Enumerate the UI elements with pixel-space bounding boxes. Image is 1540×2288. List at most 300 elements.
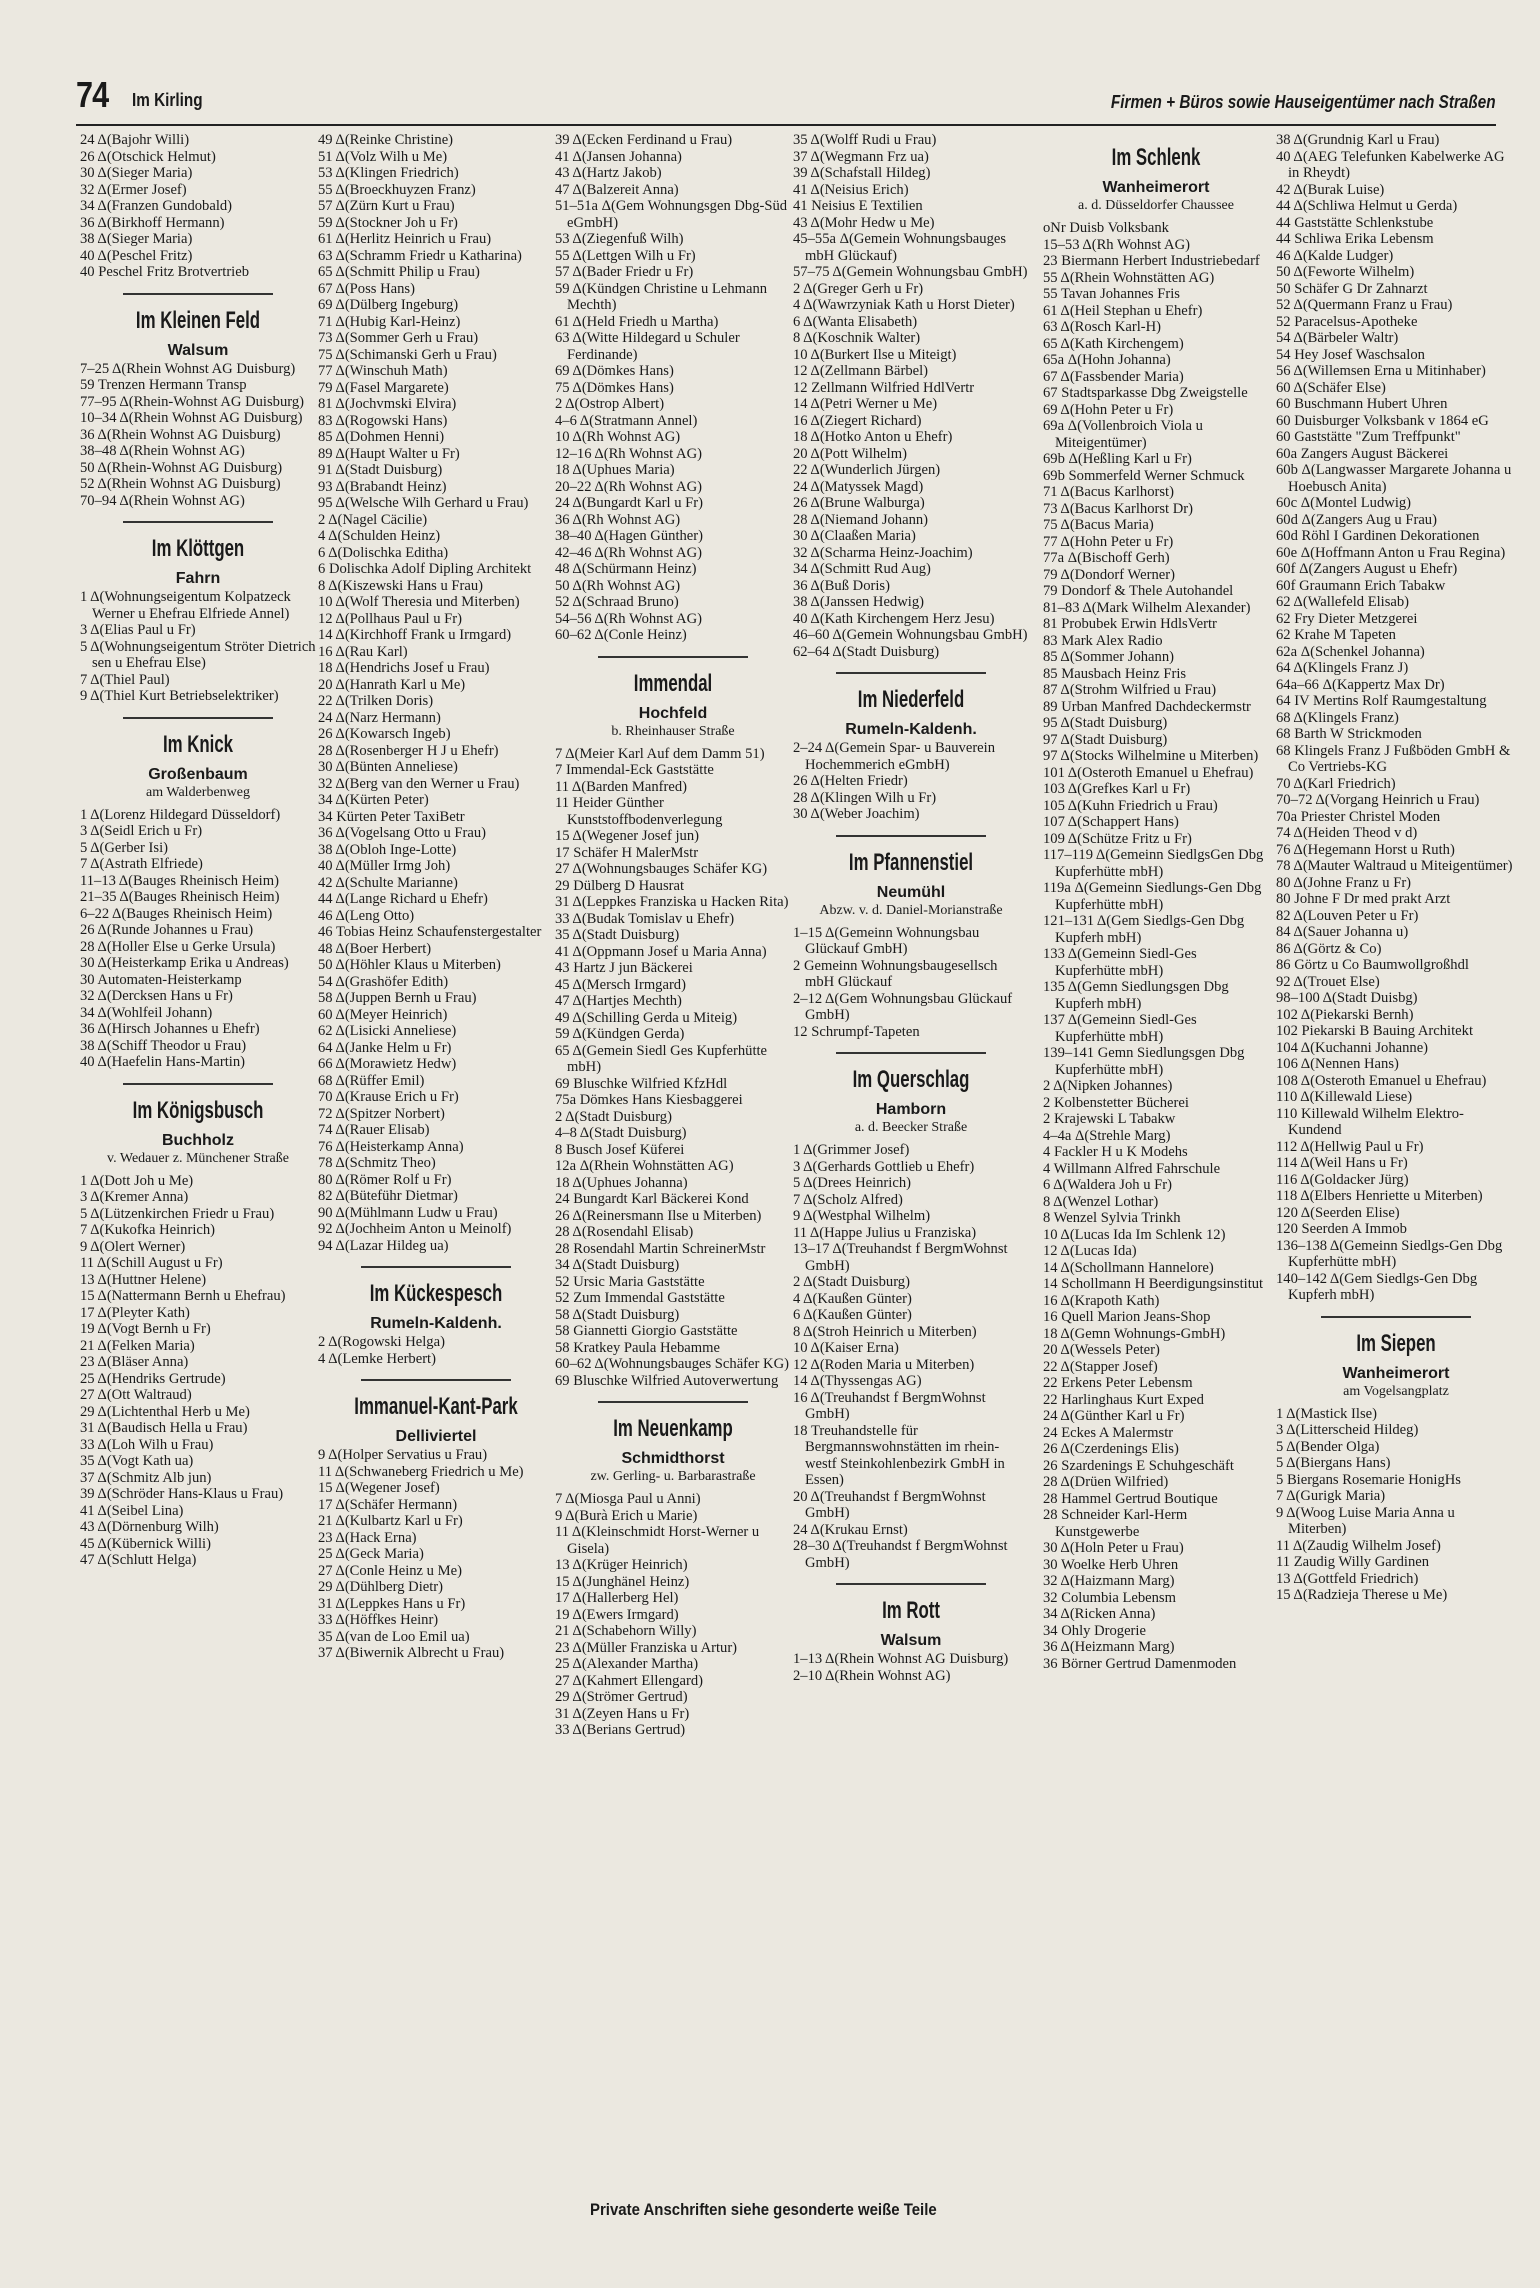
address-entry: 10 Δ(Kaiser Erna) xyxy=(793,1340,899,1356)
address-entry: 84 Δ(Sauer Johanna u) xyxy=(1276,924,1409,940)
address-entry: 93 Δ(Brabandt Heinz) xyxy=(318,478,447,495)
address-entry: 12 Δ(Pollhaus Paul u Fr) xyxy=(318,610,462,627)
address-entry: 42–46 Δ(Rh Wohnst AG) xyxy=(555,544,702,561)
address-entry: 34 Δ(Ricken Anna) xyxy=(1043,1606,1156,1622)
address-entry: 28 Rosendahl Martin SchreinerMstr xyxy=(555,1240,766,1257)
address-entry: 29 Δ(Dühlberg Dietr) xyxy=(318,1579,444,1595)
address-entry: 69a Δ(Vollenbroich Viola u Miteigentümer) xyxy=(1043,418,1203,451)
address-entry: 30 Δ(Bünten Anneliese) xyxy=(318,759,458,775)
address-entry: 4 Δ(Wawrzyniak Kath u Horst Dieter) xyxy=(793,297,1015,313)
address-entry: 105 Δ(Kuhn Friedrich u Frau) xyxy=(1043,797,1218,814)
address-entry: 16 Δ(Rau Karl) xyxy=(318,643,408,660)
address-entry: 97 Δ(Stadt Duisburg) xyxy=(1043,731,1168,748)
district-label: Hamborn xyxy=(875,1101,947,1118)
address-entry: 26 Δ(Brune Walburga) xyxy=(793,495,925,511)
address-entry: 59 Δ(Stockner Joh u Fr) xyxy=(318,214,458,231)
section-divider xyxy=(836,672,986,674)
address-entry: 43 Δ(Hartz Jakob) xyxy=(555,165,662,181)
address-entry: 5 Biergans Rosemarie HonigHs xyxy=(1276,1471,1461,1488)
address-entry: 44 Gaststätte Schlenkstube xyxy=(1276,214,1434,231)
address-entry: 23 Biermann Herbert Industriebedarf xyxy=(1043,253,1260,269)
address-entry: 39 Δ(Schröder Hans-Klaus u Frau) xyxy=(80,1486,284,1502)
address-entry: 1–15 Δ(Gemeinn Wohnungsbau Glückauf GmbH) xyxy=(793,924,980,957)
address-entry: 8 Δ(Koschnik Walter) xyxy=(793,330,921,346)
address-entry: 28 Δ(Rosenberger H J u Ehefr) xyxy=(318,742,499,759)
address-entry: 47 Δ(Balzereit Anna) xyxy=(555,181,679,198)
address-entry: 118 Δ(Elbers Henriette u Miterben) xyxy=(1276,1188,1483,1204)
address-entry: 52 Δ(Schraad Bruno) xyxy=(555,594,679,610)
address-entry: 22 Δ(Trilken Doris) xyxy=(318,693,434,709)
address-entry: 94 Δ(Lazar Hildeg ua) xyxy=(318,1237,449,1254)
address-entry: 34 Δ(Franzen Gundobald) xyxy=(80,198,233,214)
address-entry: 80 Δ(Römer Rolf u Fr) xyxy=(318,1171,452,1188)
address-entry: 91 Δ(Stadt Duisburg) xyxy=(318,462,443,478)
address-entry: 46 Tobias Heinz Schaufenstergestalter xyxy=(318,924,542,940)
address-entry: 34 Δ(Wohlfeil Johann) xyxy=(80,1004,213,1021)
address-entry: 15 Δ(Radzieja Therese u Me) xyxy=(1276,1587,1448,1603)
section-divider xyxy=(123,717,273,719)
district-label: Rumeln-Kaldenh. xyxy=(845,721,977,738)
address-entry: 11 Heider Günther Kunststoffbodenverlegung xyxy=(555,795,723,828)
address-entry: 69 Δ(Dülberg Ingeburg) xyxy=(318,297,459,313)
address-entry: 69b Δ(Heßling Karl u Fr) xyxy=(1043,451,1192,467)
address-entry: 70 Δ(Karl Friedrich) xyxy=(1276,775,1396,792)
address-entry: 81–83 Δ(Mark Wilhelm Alexander) xyxy=(1043,599,1251,616)
address-entry: 59 Trenzen Hermann Transp xyxy=(80,377,247,393)
address-entry: 12 Schrumpf-Tapeten xyxy=(793,1023,920,1040)
address-entry: 54 Δ(Grashöfer Edith) xyxy=(318,973,449,990)
address-entry: 7–25 Δ(Rhein Wohnst AG Duisburg) xyxy=(80,360,296,377)
address-entry: 25 Δ(Geck Maria) xyxy=(318,1546,424,1562)
address-entry: 136–138 Δ(Gemeinn Siedlgs-Gen Dbg Kupferhütte mbH) xyxy=(1276,1237,1503,1270)
address-entry: 24 Eckes A Malermstr xyxy=(1043,1424,1174,1441)
address-entry: 14 Δ(Thyssengas AG) xyxy=(793,1373,922,1389)
address-entry: 62 Δ(Lisicki Anneliese) xyxy=(318,1023,457,1039)
address-entry: 23 Δ(Hack Erna) xyxy=(318,1529,417,1546)
address-entry: 77a Δ(Bischoff Gerh) xyxy=(1043,550,1170,566)
address-entry: 52 Zum Immendal Gaststätte xyxy=(555,1290,725,1306)
address-entry: 26 Δ(Helten Friedr) xyxy=(793,773,908,789)
address-entry: 7 Δ(Meier Karl Auf dem Damm 51) xyxy=(555,745,765,762)
address-entry: 76 Δ(Hegemann Horst u Ruth) xyxy=(1276,841,1455,858)
address-entry: 13–17 Δ(Treuhandst f BergmWohnst GmbH) xyxy=(793,1241,1008,1274)
address-entry: 50 Δ(Rh Wohnst AG) xyxy=(555,577,681,594)
address-entry: 22 Erkens Peter Lebensm xyxy=(1043,1375,1193,1391)
address-entry: 13 Δ(Krüger Heinrich) xyxy=(555,1557,688,1573)
address-entry: 64 Δ(Janke Helm u Fr) xyxy=(318,1039,452,1056)
address-entry: 26 Δ(Reinersmann Ilse u Miterben) xyxy=(555,1207,762,1224)
address-entry: 38–48 Δ(Rhein Wohnst AG) xyxy=(80,443,245,459)
street-heading: Im Siepen xyxy=(1356,1329,1436,1357)
address-entry: 20 Δ(Hanrath Karl u Me) xyxy=(318,676,466,693)
address-entry: 6 Δ(Waldera Joh u Fr) xyxy=(1043,1177,1172,1193)
address-entry: 8 Δ(Kiszewski Hans u Frau) xyxy=(318,577,484,594)
address-entry: 25 Δ(Hendriks Gertrude) xyxy=(80,1370,226,1387)
header-section-title: Firmen + Büros sowie Hauseigentümer nach Straßen xyxy=(1111,92,1496,112)
address-entry: 38 Δ(Grundnig Karl u Frau) xyxy=(1276,132,1440,148)
address-entry: 117–119 Δ(Gemeinn SiedlgsGen Dbg Kupferhütte mbH) xyxy=(1043,847,1264,880)
address-entry: 51–51a Δ(Gem Wohnungsgen Dbg-Süd eGmbH) xyxy=(555,198,788,231)
address-entry: 6 Dolischka Adolf Dipling Architekt xyxy=(318,561,532,577)
address-entry: 12 Δ(Lucas Ida) xyxy=(1043,1243,1137,1259)
address-entry: 36 Δ(Buß Doris) xyxy=(793,577,890,594)
address-entry: 9 Δ(Burà Erich u Marie) xyxy=(555,1507,698,1524)
address-entry: 12 Δ(Zellmann Bärbel) xyxy=(793,363,929,379)
address-entry: 61 Δ(Heil Stephan u Ehefr) xyxy=(1043,302,1203,319)
address-entry: 71 Δ(Hubig Karl-Heinz) xyxy=(318,313,461,330)
address-entry: 18 Δ(Uphues Johanna) xyxy=(555,1174,688,1191)
address-entry: 1 Δ(Dott Joh u Me) xyxy=(80,1172,194,1189)
address-entry: 46–60 Δ(Gemein Wohnungsbau GmbH) xyxy=(793,627,1028,643)
address-entry: 49 Δ(Schilling Gerda u Miteig) xyxy=(555,1009,738,1026)
address-entry: 54 Hey Josef Waschsalon xyxy=(1276,346,1425,363)
address-entry: 120 Seerden A Immob xyxy=(1276,1221,1407,1237)
address-entry: 20 Δ(Pott Wilhelm) xyxy=(793,445,907,462)
address-entry: 24 Bungardt Karl Bäckerei Kond xyxy=(555,1191,749,1207)
address-entry: 22 Δ(Wunderlich Jürgen) xyxy=(793,462,941,478)
address-entry: 12 Δ(Roden Maria u Miterben) xyxy=(793,1356,975,1373)
street-heading: Im Kückespesch xyxy=(369,1280,503,1307)
address-entry: 60f Δ(Zangers August u Ehefr) xyxy=(1276,561,1458,577)
address-entry: 40 Δ(Haefelin Hans-Martin) xyxy=(80,1054,245,1070)
address-entry: 8 Δ(Stroh Heinrich u Miterben) xyxy=(793,1323,977,1340)
address-entry: 41 Neisius E Textilien xyxy=(793,198,923,214)
address-entry: 2 Kolbenstetter Bücherei xyxy=(1043,1094,1189,1111)
address-entry: 102 Piekarski B Bauing Architekt xyxy=(1276,1023,1473,1039)
address-entry: 34 Δ(Schmitt Rud Aug) xyxy=(793,561,931,577)
address-entry: 26 Δ(Czerdenings Elis) xyxy=(1043,1441,1179,1457)
address-entry: 39 Δ(Ecken Ferdinand u Frau) xyxy=(555,132,733,148)
address-entry: 81 Probubek Erwin HdlsVertr xyxy=(1043,616,1217,632)
address-entry: 60 Gaststätte "Zum Treffpunkt" xyxy=(1276,429,1461,445)
address-entry: 43 Δ(Mohr Hedw u Me) xyxy=(793,214,935,231)
address-entry: 1 Δ(Lorenz Hildegard Düsseldorf) xyxy=(80,806,281,823)
address-entry: 37 Δ(Schmitz Alb jun) xyxy=(80,1469,212,1486)
address-entry: 76 Δ(Heisterkamp Anna) xyxy=(318,1138,464,1155)
address-entry: 14 Δ(Petri Werner u Me) xyxy=(793,396,938,412)
address-entry: 9 Δ(Woog Luise Maria Anna u Miterben) xyxy=(1276,1504,1455,1537)
address-entry: 1 Δ(Wohnungseigentum Kolpatzeck Werner u Ehefrau Elfriede Annel) xyxy=(80,589,291,622)
address-entry: 11 Δ(Happe Julius u Franziska) xyxy=(793,1224,977,1241)
address-entry: 2 Δ(Stadt Duisburg) xyxy=(793,1274,910,1290)
column-2 xyxy=(318,132,554,1662)
address-entry: 63 Δ(Schramm Friedr u Katharina) xyxy=(318,247,522,264)
address-entry: 30 Δ(Holn Peter u Frau) xyxy=(1043,1540,1184,1556)
address-entry: 4–8 Δ(Stadt Duisburg) xyxy=(555,1125,687,1141)
address-entry: 28 Hammel Gertrud Boutique xyxy=(1043,1490,1218,1507)
address-entry: 19 Δ(Ewers Irmgard) xyxy=(555,1606,679,1623)
address-entry: 6–22 Δ(Bauges Rheinisch Heim) xyxy=(80,905,273,922)
address-entry: 9 Δ(Westphal Wilhelm) xyxy=(793,1208,931,1224)
address-entry: 7 Δ(Miosga Paul u Anni) xyxy=(555,1491,701,1507)
address-entry: 3 Δ(Kremer Anna) xyxy=(80,1189,189,1205)
address-entry: 52 Δ(Rhein Wohnst AG Duisburg) xyxy=(80,476,281,492)
page-number: 74 xyxy=(76,74,109,115)
address-entry: 18 Treuhandstelle für Bergmannswohnstätten im rhein-westf Steinkohlenbezirk GmbH in Essen) xyxy=(793,1422,1005,1488)
section-divider xyxy=(123,1083,273,1085)
address-entry: 68 Klingels Franz J Fußböden GmbH & Co Vertriebs-KG xyxy=(1276,742,1511,775)
section-divider xyxy=(598,656,748,658)
address-entry: 14 Δ(Kirchhoff Frank u Irmgard) xyxy=(318,627,512,643)
address-entry: 40 Δ(Peschel Fritz) xyxy=(80,247,193,264)
address-entry: 15 Δ(Wegener Josef) xyxy=(318,1480,440,1496)
address-entry: 32 Δ(Berg van den Werner u Frau) xyxy=(318,775,520,792)
address-entry: 24 Δ(Bajohr Willi) xyxy=(80,132,190,148)
address-entry: 53 Δ(Klingen Friedrich) xyxy=(318,165,459,181)
address-entry: 73 Δ(Bacus Karlhorst Dr) xyxy=(1043,500,1194,517)
address-entry: 40 Δ(AEG Telefunken Kabelwerke AG in Rheydt) xyxy=(1276,148,1505,181)
address-entry: 26 Δ(Runde Johannes u Frau) xyxy=(80,922,254,938)
address-entry: 2 Δ(Nipken Johannes) xyxy=(1043,1078,1173,1094)
address-entry: 40 Peschel Fritz Brotvertrieb xyxy=(80,264,250,280)
street-location-note: v. Wedauer z. Münchener Straße xyxy=(107,1150,289,1166)
address-entry: 37 Δ(Wegmann Frz ua) xyxy=(793,148,929,165)
address-entry: 62–64 Δ(Stadt Duisburg) xyxy=(793,643,940,660)
address-entry: 86 Δ(Görtz & Co) xyxy=(1276,940,1382,957)
address-entry: 101 Δ(Osteroth Emanuel u Ehefrau) xyxy=(1043,764,1254,781)
section-divider xyxy=(1321,1316,1471,1318)
section-divider xyxy=(598,1401,748,1403)
address-entry: 54 Δ(Bärbeler Waltr) xyxy=(1276,330,1399,346)
address-entry: 9 Δ(Thiel Kurt Betriebselektriker) xyxy=(80,688,279,704)
address-entry: 67 Δ(Poss Hans) xyxy=(318,280,415,297)
address-entry: 64 Δ(Klingels Franz J) xyxy=(1276,660,1409,676)
address-entry: 15 Δ(Nattermann Bernh u Ehefrau) xyxy=(80,1288,286,1304)
address-entry: 11 Δ(Kleinschmidt Horst-Werner u Gisela) xyxy=(555,1524,760,1557)
address-entry: 2 Δ(Greger Gerh u Fr) xyxy=(793,280,924,297)
address-entry: 55 Tavan Johannes Fris xyxy=(1043,286,1180,302)
address-entry: 8 Busch Josef Küferei xyxy=(555,1141,685,1158)
section-divider xyxy=(361,1266,511,1268)
address-entry: 2 Krajewski L Tabakw xyxy=(1043,1111,1176,1127)
address-entry: 20 Δ(Wessels Peter) xyxy=(1043,1342,1160,1358)
address-entry: 62 Fry Dieter Metzgerei xyxy=(1276,610,1418,627)
address-entry: 4 Δ(Lemke Herbert) xyxy=(318,1350,436,1367)
address-entry: 74 Δ(Heiden Theod v d) xyxy=(1276,825,1418,841)
address-entry: 44 Δ(Schliwa Helmut u Gerda) xyxy=(1276,198,1458,214)
address-entry: 1 Δ(Mastick Ilse) xyxy=(1276,1405,1377,1422)
address-entry: 4 Δ(Schulden Heinz) xyxy=(318,528,441,544)
address-entry: 55 Δ(Broeckhuyzen Franz) xyxy=(318,181,476,198)
address-entry: 75 Δ(Dömkes Hans) xyxy=(555,379,674,396)
address-entry: 16 Δ(Ziegert Richard) xyxy=(793,412,922,429)
address-entry: 12 Zellmann Wilfried HdlVertr xyxy=(793,379,975,396)
address-entry: 9 Δ(Olert Werner) xyxy=(80,1238,186,1255)
address-entry: 86 Görtz u Co Baumwollgroßhdl xyxy=(1276,957,1469,973)
address-entry: 56 Δ(Willemsen Erna u Mitinhaber) xyxy=(1276,363,1486,379)
address-entry: 35 Δ(Vogt Kath ua) xyxy=(80,1453,194,1469)
address-entry: 95 Δ(Stadt Duisburg) xyxy=(1043,715,1168,731)
address-entry: 16 Δ(Krapoth Kath) xyxy=(1043,1292,1160,1309)
address-entry: 33 Δ(Höffkes Heinr) xyxy=(318,1612,439,1628)
address-entry: 33 Δ(Berians Gertrud) xyxy=(555,1722,686,1738)
address-entry: 139–141 Gemn Siedlungsgen Dbg Kupferhütte mbH) xyxy=(1043,1045,1245,1078)
address-entry: 60 Buschmann Hubert Uhren xyxy=(1276,396,1448,412)
column-5 xyxy=(1043,132,1269,1672)
address-entry: 17 Δ(Schäfer Hermann) xyxy=(318,1496,458,1513)
address-entry: 27 Δ(Ott Waltraud) xyxy=(80,1387,192,1403)
street-heading: Im Kleinen Feld xyxy=(135,306,261,334)
address-entry: 2 Δ(Rogowski Helga) xyxy=(318,1334,445,1350)
address-entry: 46 Δ(Kalde Ludger) xyxy=(1276,247,1394,264)
address-entry: 14 Schollmann H Beerdigungsinstitut xyxy=(1043,1276,1264,1292)
address-entry: 10–34 Δ(Rhein Wohnst AG Duisburg) xyxy=(80,410,303,426)
address-entry: 108 Δ(Osteroth Emanuel u Ehefrau) xyxy=(1276,1072,1487,1089)
address-entry: 133 Δ(Gemeinn Siedl-Ges Kupferhütte mbH) xyxy=(1043,946,1197,979)
district-label: Fahrn xyxy=(175,570,221,587)
address-entry: 60 Duisburger Volksbank v 1864 eG xyxy=(1276,412,1489,429)
address-entry: 89 Δ(Haupt Walter u Fr) xyxy=(318,445,460,462)
address-entry: 65 Δ(Schmitt Philip u Frau) xyxy=(318,264,480,280)
address-entry: 2 Δ(Nagel Cäcilie) xyxy=(318,511,428,528)
address-entry: 106 Δ(Nennen Hans) xyxy=(1276,1056,1399,1072)
address-entry: 10 Δ(Burkert Ilse u Miteigt) xyxy=(793,346,957,363)
address-entry: 75 Δ(Bacus Maria) xyxy=(1043,517,1154,533)
address-entry: 51 Δ(Volz Wilh u Me) xyxy=(318,148,448,165)
address-entry: 5 Δ(Bender Olga) xyxy=(1276,1438,1380,1455)
section-divider xyxy=(123,293,273,295)
address-entry: 12a Δ(Rhein Wohnstätten AG) xyxy=(555,1158,734,1174)
address-entry: 17 Δ(Hallerberg Hel) xyxy=(555,1590,679,1606)
address-entry: 32 Columbia Lebensm xyxy=(1043,1589,1176,1606)
address-entry: 46 Δ(Leng Otto) xyxy=(318,907,415,924)
address-entry: 16 Quell Marion Jeans-Shop xyxy=(1043,1309,1211,1325)
address-entry: 43 Hartz J jun Bäckerei xyxy=(555,960,693,976)
address-entry: 12–16 Δ(Rh Wohnst AG) xyxy=(555,445,702,462)
address-entry: 2 Δ(Ostrop Albert) xyxy=(555,396,665,412)
address-entry: 68 Barth W Strickmoden xyxy=(1276,726,1422,742)
address-entry: 75a Dömkes Hans Kiesbaggerei xyxy=(555,1092,743,1108)
address-entry: 80 Johne F Dr med prakt Arzt xyxy=(1276,891,1451,907)
address-entry: 3 Δ(Litterscheid Hildeg) xyxy=(1276,1422,1419,1438)
address-entry: 82 Δ(Louven Peter u Fr) xyxy=(1276,907,1419,924)
address-entry: 79 Dondorf & Thele Autohandel xyxy=(1043,583,1234,599)
district-label: Hochfeld xyxy=(638,704,708,722)
address-entry: 60f Graumann Erich Tabakw xyxy=(1276,577,1446,594)
district-label: Buchholz xyxy=(162,1131,234,1149)
address-entry: 31 Δ(Leppkes Franziska u Hacken Rita) xyxy=(555,894,789,910)
address-entry: 33 Δ(Budak Tomislav u Ehefr) xyxy=(555,910,735,927)
address-entry: 5 Δ(Lützenkirchen Friedr u Frau) xyxy=(80,1205,275,1222)
district-label: Walsum xyxy=(880,1632,942,1649)
address-entry: 4 Δ(Kaußen Günter) xyxy=(793,1290,912,1307)
address-entry: 74 Δ(Rauer Elisab) xyxy=(318,1122,430,1138)
address-entry: 44 Δ(Lange Richard u Ehefr) xyxy=(318,891,488,907)
address-entry: 7 Immendal-Eck Gaststätte xyxy=(555,762,714,778)
address-entry: 9 Δ(Holper Servatius u Frau) xyxy=(318,1447,488,1463)
address-entry: 137 Δ(Gemeinn Siedl-Ges Kupferhütte mbH) xyxy=(1043,1012,1197,1045)
address-entry: 85 Mausbach Heinz Fris xyxy=(1043,665,1187,682)
address-entry: 58 Δ(Juppen Bernh u Frau) xyxy=(318,990,477,1006)
section-divider xyxy=(836,835,986,837)
address-entry: 77 Δ(Winschuh Math) xyxy=(318,363,448,379)
address-entry: 66 Δ(Morawietz Hedw) xyxy=(318,1056,457,1072)
address-entry: 30 Δ(Sieger Maria) xyxy=(80,165,193,181)
address-entry: 23 Δ(Müller Franziska u Artur) xyxy=(555,1639,738,1656)
address-entry: 26 Szardenings E Schuhgeschäft xyxy=(1043,1457,1234,1474)
address-entry: 39 Δ(Schafstall Hildeg) xyxy=(793,165,931,181)
address-entry: 4 Fackler H u K Modehs xyxy=(1043,1144,1188,1160)
address-entry: 35 Δ(Stadt Duisburg) xyxy=(555,927,680,943)
address-entry: 17 Δ(Pleyter Kath) xyxy=(80,1304,190,1321)
address-entry: 29 Δ(Lichtenthal Herb u Me) xyxy=(80,1403,250,1420)
address-entry: 58 Giannetti Giorgio Gaststätte xyxy=(555,1323,738,1339)
address-entry: 45 Δ(Mersch Irmgard) xyxy=(555,976,686,993)
address-entry: 4 Willmann Alfred Fahrschule xyxy=(1043,1160,1221,1177)
address-entry: 60–62 Δ(Conle Heinz) xyxy=(555,627,687,643)
address-entry: 110 Δ(Killewald Liese) xyxy=(1276,1089,1413,1105)
address-entry: 38 Δ(Schiff Theodor u Frau) xyxy=(80,1037,247,1054)
street-heading: Im Pfannenstiel xyxy=(848,848,974,876)
address-entry: 36 Δ(Rhein Wohnst AG Duisburg) xyxy=(80,426,281,443)
address-entry: 22 Harlinghaus Kurt Exped xyxy=(1043,1391,1204,1408)
address-entry: 11 Zaudig Willy Gardinen xyxy=(1276,1554,1430,1570)
column-1 xyxy=(80,132,316,1569)
district-label: Neumühl xyxy=(876,883,946,901)
address-entry: 31 Δ(Leppkes Hans u Fr) xyxy=(318,1595,466,1612)
address-entry: 26 Δ(Otschick Helmut) xyxy=(80,148,216,165)
address-entry: 2 Δ(Stadt Duisburg) xyxy=(555,1108,672,1125)
address-entry: 28 Δ(Niemand Johann) xyxy=(793,511,929,528)
address-entry: 1–13 Δ(Rhein Wohnst AG Duisburg) xyxy=(793,1651,1009,1667)
footer-note: Private Anschriften siehe gesonderte weiße Teile xyxy=(590,2200,937,2219)
address-entry: 34 Kürten Peter TaxiBetr xyxy=(318,808,465,825)
address-entry: 112 Δ(Hellwig Paul u Fr) xyxy=(1276,1138,1424,1155)
address-entry: 58 Δ(Stadt Duisburg) xyxy=(555,1306,680,1323)
address-entry: 6 Δ(Wanta Elisabeth) xyxy=(793,313,918,330)
address-entry: 36 Δ(Heizmann Marg) xyxy=(1043,1639,1175,1655)
address-entry: 69 Bluschke Wilfried Autoverwertung xyxy=(555,1372,779,1389)
address-entry: 13 Δ(Gottfeld Friedrich) xyxy=(1276,1570,1419,1587)
address-entry: 10 Δ(Lucas Ida Im Schlenk 12) xyxy=(1043,1226,1226,1243)
address-entry: 47 Δ(Hartjes Mechth) xyxy=(555,993,682,1009)
column-4 xyxy=(793,132,1029,1684)
header-street-left: Im Kirling xyxy=(132,90,203,110)
address-entry: 32 Δ(Ermer Josef) xyxy=(80,181,187,198)
address-entry: 38–40 Δ(Hagen Günther) xyxy=(555,528,703,544)
address-entry: 77–95 Δ(Rhein-Wohnst AG Duisburg) xyxy=(80,393,305,410)
address-entry: 83 Mark Alex Radio xyxy=(1043,632,1163,649)
address-entry: 104 Δ(Kuchanni Johanne) xyxy=(1276,1039,1429,1056)
address-entry: 77 Δ(Hohn Peter u Fr) xyxy=(1043,533,1174,550)
address-entry: 37 Δ(Biwernik Albrecht u Frau) xyxy=(318,1645,505,1661)
address-entry: 62a Δ(Schenkel Johanna) xyxy=(1276,643,1425,660)
address-entry: 5 Δ(Drees Heinrich) xyxy=(793,1175,911,1191)
address-entry: 4–6 Δ(Stratmann Annel) xyxy=(555,412,698,429)
address-entry: 61 Δ(Herlitz Heinrich u Frau) xyxy=(318,231,492,247)
address-entry: 30 Δ(Heisterkamp Erika u Andreas) xyxy=(80,955,289,971)
address-entry: 90 Δ(Mühlmann Ludw u Frau) xyxy=(318,1204,498,1221)
address-entry: 62 Δ(Wallefeld Elisab) xyxy=(1276,594,1410,610)
address-entry: 103 Δ(Grefkes Karl u Fr) xyxy=(1043,781,1191,797)
address-entry: 6 Δ(Kaußen Günter) xyxy=(793,1307,912,1323)
address-entry: 21 Δ(Kulbartz Karl u Fr) xyxy=(318,1513,463,1529)
address-entry: 57–75 Δ(Gemein Wohnungsbau GmbH) xyxy=(793,264,1028,280)
address-entry: 29 Δ(Strömer Gertrud) xyxy=(555,1689,688,1705)
street-heading: Im Schlenk xyxy=(1111,144,1201,171)
street-location-note: a. d. Beecker Straße xyxy=(854,1120,968,1135)
address-entry: 69 Bluschke Wilfried KfzHdl xyxy=(555,1075,728,1092)
address-entry: 33 Δ(Loh Wilh u Frau) xyxy=(80,1436,214,1453)
address-entry: 63 Δ(Witte Hildegard u Schuler Ferdinande) xyxy=(555,330,740,363)
address-entry: 57 Δ(Bader Friedr u Fr) xyxy=(555,264,694,280)
address-entry: 10 Δ(Wolf Theresia und Miterben) xyxy=(318,594,520,610)
address-entry: 7 Δ(Thiel Paul) xyxy=(80,671,170,688)
address-entry: 34 Δ(Stadt Duisburg) xyxy=(555,1257,680,1273)
address-entry: 27 Δ(Wohnungsbauges Schäfer KG) xyxy=(555,861,768,877)
address-entry: 30 Woelke Herb Uhren xyxy=(1043,1556,1179,1573)
address-entry: 21–35 Δ(Bauges Rheinisch Heim) xyxy=(80,889,280,905)
